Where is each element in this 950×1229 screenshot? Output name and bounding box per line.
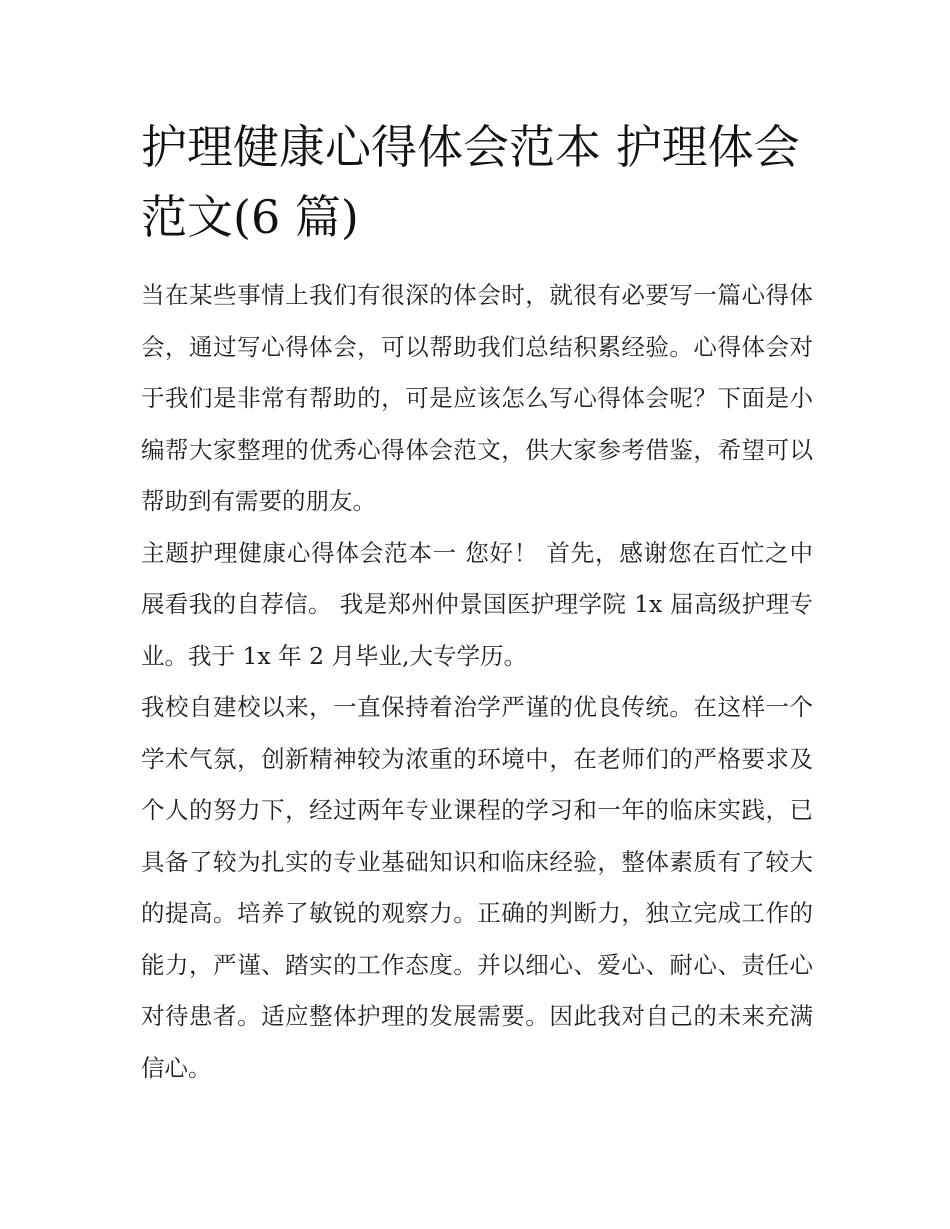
body-paragraph-2: 我校自建校以来，一直保持着治学严谨的优良传统。在这样一个学术气氛，创新精神较为浓重的环境中，在老师们的严格要求及个人的努力下，经过两年专业课程的学习和一年的临床实践，已具备了较为扎实的专业基础知识和临床经验，整体素质有了较大的提高。培养了敏锐的观察力。正确的判断力，独立完成工作的能力，严谨、踏实的工作态度。并以细心、爱心、耐心、责任心对待患者。适应整体护理的发展需要。因此我对自己的未来充满信心。 <box>141 693 813 1082</box>
intro-paragraph: 当在某些事情上我们有很深的体会时，就很有必要写一篇心得体会，通过写心得体会，可以帮助我们总结积累经验。心得体会对于我们是非常有帮助的，可是应该怎么写心得体会呢？下面是小编帮大家整理的优秀心得体会范文，供大家参考借鉴，希望可以帮助到有需要的朋友。 <box>141 281 813 515</box>
document-title: 护理健康心得体会范本 护理体会范文(6 篇) <box>141 120 800 244</box>
document-page <box>141 112 813 1094</box>
body-paragraph-1: 主题护理健康心得体会范本一 您好！ 首先，感谢您在百忙之中展看我的自荐信。 我是郑州仲景国医护理学院 1x 届高级护理专业。我于 1x 年 2 月毕业,大专学历。 <box>141 538 813 670</box>
